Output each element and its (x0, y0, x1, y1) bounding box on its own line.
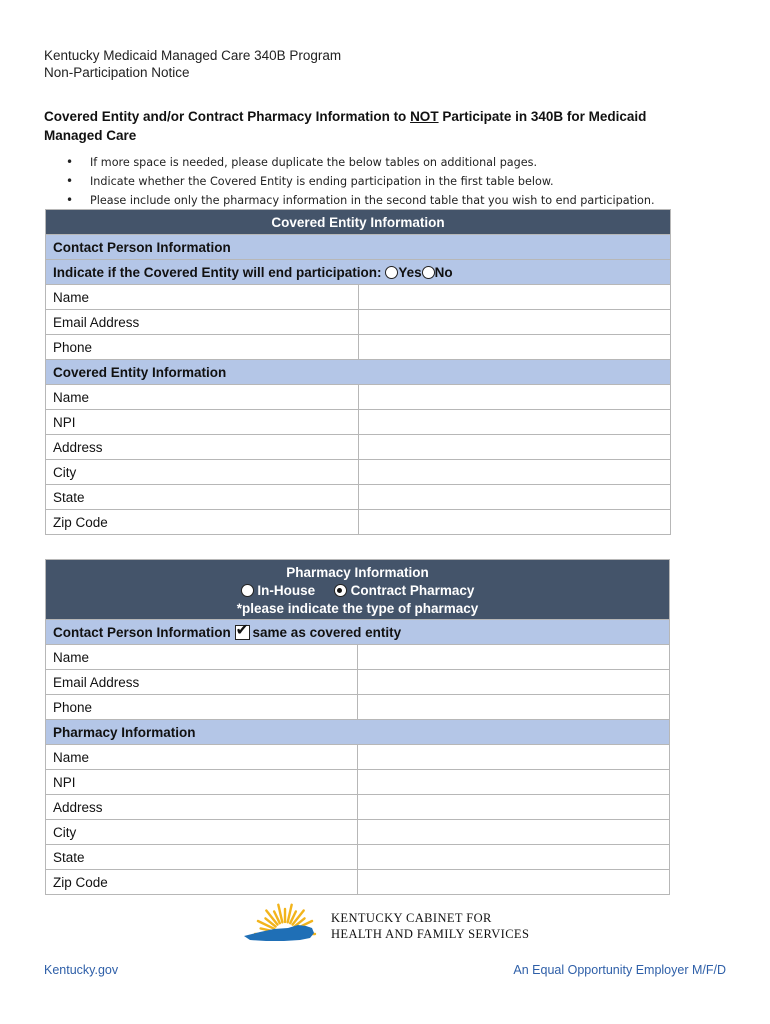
contract-pharmacy-radio[interactable] (334, 584, 347, 597)
entity-zip-field[interactable] (358, 510, 671, 535)
table-row (46, 795, 670, 820)
equal-opportunity-statement: An Equal Opportunity Employer M/F/D (513, 963, 726, 977)
field-label: Address (46, 795, 358, 820)
field-label: City (46, 820, 358, 845)
pharmacy-address-field[interactable] (358, 795, 670, 820)
instruction-list (66, 153, 655, 210)
field-label: State (46, 485, 359, 510)
covered-entity-table (45, 209, 671, 535)
form-headline (44, 107, 684, 145)
field-label: Name (46, 385, 359, 410)
pharmacy-info-header: Pharmacy Information (46, 720, 670, 745)
headline-part-1: Covered Entity and/or Contract Pharmacy Information to (44, 109, 411, 124)
no-label: No (434, 264, 453, 280)
table-row (46, 645, 670, 670)
yes-radio[interactable] (385, 266, 398, 279)
checkmark-icon: ✔ (235, 619, 249, 639)
cabinet-logo (240, 898, 540, 948)
entity-npi-field[interactable] (358, 410, 671, 435)
pharmacy-type-selector (53, 582, 662, 600)
table-row (46, 845, 670, 870)
table-row (46, 695, 670, 720)
table-row (46, 670, 670, 695)
table-row (46, 410, 671, 435)
pharmacy-contact-header-row (46, 620, 670, 645)
headline-part-2: Participate in 340B for Medicaid Managed Care (44, 109, 647, 143)
contact-name-field[interactable] (358, 285, 671, 310)
field-label: Email Address (46, 310, 359, 335)
field-label: State (46, 845, 358, 870)
table-row (46, 870, 670, 895)
entity-info-header: Covered Entity Information (46, 360, 671, 385)
table-row (46, 770, 670, 795)
field-label: Zip Code (46, 510, 359, 535)
pharmacy-zip-field[interactable] (358, 870, 670, 895)
field-label: Zip Code (46, 870, 358, 895)
entity-address-field[interactable] (358, 435, 671, 460)
table-row (46, 820, 670, 845)
pharmacy-table-title-cell (46, 560, 670, 620)
inhouse-radio[interactable] (241, 584, 254, 597)
entity-state-field[interactable] (358, 485, 671, 510)
field-label: NPI (46, 770, 358, 795)
pharmacy-table (45, 559, 670, 895)
field-label: Phone (46, 335, 359, 360)
field-label: Phone (46, 695, 358, 720)
table-row (46, 510, 671, 535)
yes-label: Yes (398, 264, 422, 280)
pharmacy-contact-phone-field[interactable] (358, 695, 670, 720)
pharmacy-contact-email-field[interactable] (358, 670, 670, 695)
entity-name-field[interactable] (358, 385, 671, 410)
contact-person-header: Contact Person Information (46, 235, 671, 260)
inhouse-label: In-House (257, 583, 316, 598)
covered-entity-table-title: Covered Entity Information (46, 210, 671, 235)
field-label: Name (46, 745, 358, 770)
table-row (46, 745, 670, 770)
table-row (46, 485, 671, 510)
table-row (46, 385, 671, 410)
entity-city-field[interactable] (358, 460, 671, 485)
instruction-item: • Indicate whether the Covered Entity is ending participation in the first table below. (66, 172, 655, 191)
same-as-covered-entity-label: same as covered entity (252, 624, 402, 640)
table-row (46, 285, 671, 310)
instruction-item: • Please include only the pharmacy information in the second table that you wish to end participation. (66, 191, 655, 210)
pharmacy-contact-header: Contact Person Information (53, 624, 231, 640)
contract-pharmacy-label: Contract Pharmacy (350, 583, 475, 598)
pharmacy-name-field[interactable] (358, 745, 670, 770)
table-row (46, 335, 671, 360)
kentucky-gov-link[interactable]: Kentucky.gov (44, 963, 119, 977)
pharmacy-state-field[interactable] (358, 845, 670, 870)
table-row (46, 435, 671, 460)
headline-emphasis: NOT (410, 109, 439, 124)
contact-email-field[interactable] (358, 310, 671, 335)
cabinet-name (331, 910, 529, 942)
table-row (46, 460, 671, 485)
kentucky-sun-icon (240, 898, 330, 946)
pharmacy-npi-field[interactable] (358, 770, 670, 795)
pharmacy-contact-name-field[interactable] (358, 645, 670, 670)
field-label: Name (46, 285, 359, 310)
table-row (46, 310, 671, 335)
instruction-item: • If more space is needed, please duplicate the below tables on additional pages. (66, 153, 655, 172)
notice-title: Non-Participation Notice (44, 65, 190, 80)
contact-phone-field[interactable] (358, 335, 671, 360)
field-label: Address (46, 435, 359, 460)
end-participation-label: Indicate if the Covered Entity will end participation: (53, 264, 382, 280)
cabinet-name-line1: KENTUCKY CABINET FOR (331, 911, 492, 925)
pharmacy-type-note: *please indicate the type of pharmacy (236, 601, 479, 616)
program-title: Kentucky Medicaid Managed Care 340B Program (44, 48, 342, 63)
end-participation-row (46, 260, 671, 285)
cabinet-name-line2: HEALTH AND FAMILY SERVICES (331, 927, 530, 941)
field-label: City (46, 460, 359, 485)
field-label: Name (46, 645, 358, 670)
pharmacy-table-title: Pharmacy Information (286, 565, 429, 580)
document-header (44, 47, 341, 81)
pharmacy-city-field[interactable] (358, 820, 670, 845)
same-as-covered-entity-checkbox[interactable] (235, 619, 250, 640)
no-radio[interactable] (422, 266, 435, 279)
field-label: Email Address (46, 670, 358, 695)
field-label: NPI (46, 410, 359, 435)
